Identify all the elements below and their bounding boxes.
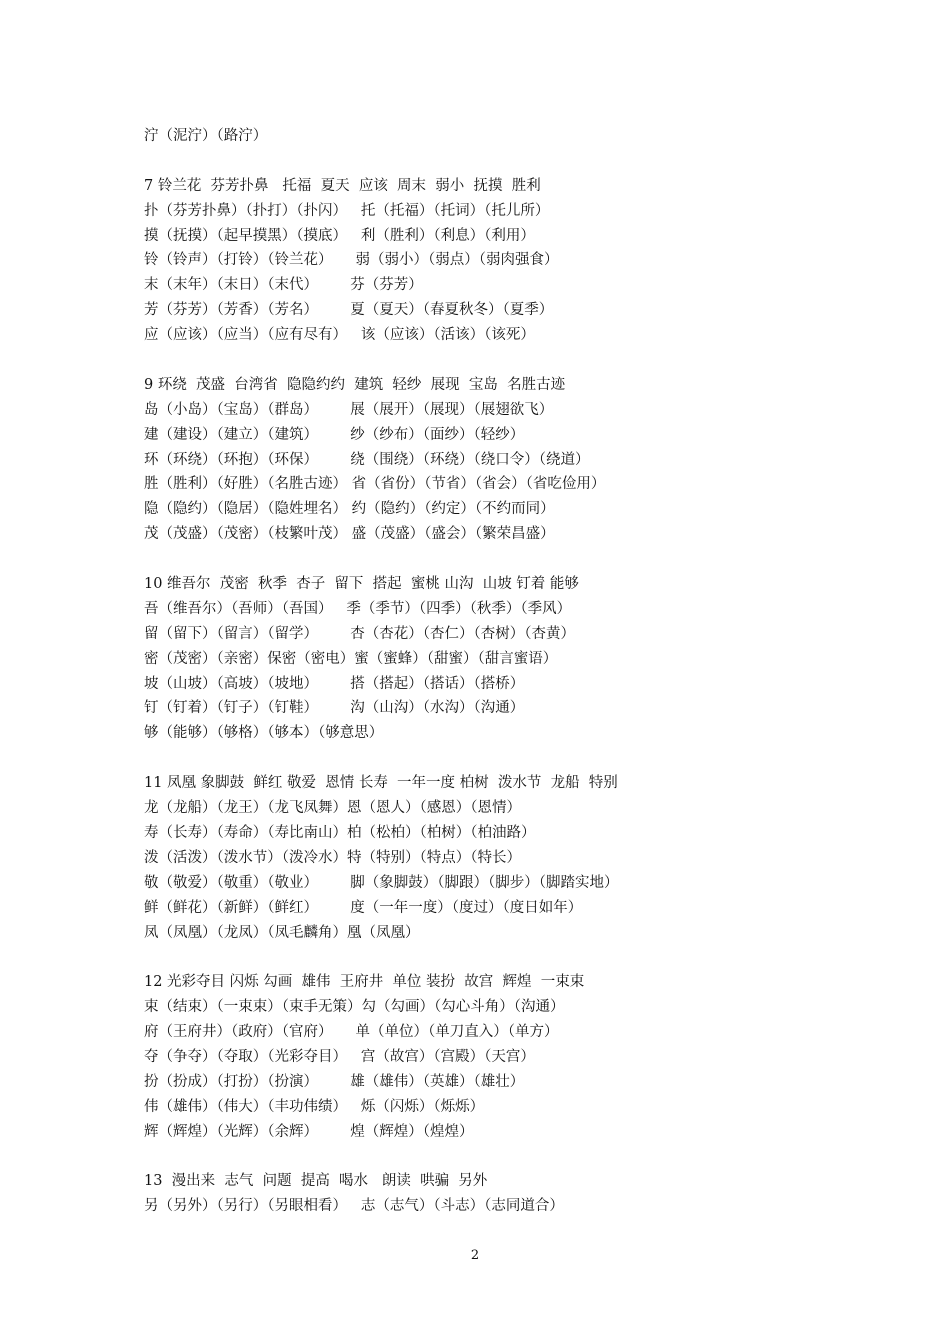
section-heading-line: 9 环绕 茂盛 台湾省 隐隐约约 建筑 轻纱 展现 宝岛 名胜古迹 [144,376,566,393]
vocab-line: 密（茂密）（亲密）保密（密电）蜜（蜜蜂）（甜蜜）（甜言蜜语） [144,650,558,667]
vocab-line: 另（另外）（另行）（另眼相看） 志（志气）（斗志）（志同道合） [144,1198,564,1215]
vocab-line: 府（王府井）（政府）（官府） 单（单位）（单刀直入）（单方） [144,1024,559,1041]
vocab-section [144,174,864,348]
vocab-section [144,771,864,945]
section-gap [144,1145,864,1170]
vocab-line: 茂（茂盛）（茂密）（枝繁叶茂） 盛（茂盛）（盛会）（繁荣昌盛） [144,526,555,543]
vocab-section [144,1169,864,1219]
vocab-line: 铃（铃声）（打铃）（铃兰花） 弱（弱小）（弱点）（弱肉强食） [144,252,559,269]
section-heading-line: 10 维吾尔 茂密 秋季 杏子 留下 搭起 蜜桃 山沟 山坡 钉着 能够 [144,576,579,593]
section-gap [144,945,864,970]
vocab-line: 龙（龙船）（龙王）（龙飞凤舞）恩（恩人）（感恩）（恩情） [144,800,521,817]
vocab-line: 夺（争夺）（夺取）（光彩夺目） 宫（故宫）（宫殿）（天宫） [144,1048,535,1065]
section-heading-line: 12 光彩夺目 闪烁 勾画 雄伟 王府井 单位 装扮 故宫 辉煌 一束束 [144,974,585,991]
vocab-line: 岛（小岛）（宝岛）（群岛） 展（展开）（展现）（展翅欲飞） [144,401,554,418]
vocab-section [144,572,864,746]
vocab-line: 寿（长寿）（寿命）（寿比南山）柏（松柏）（柏树）（柏油路） [144,824,536,841]
vocab-section [144,970,864,1144]
vocab-line: 应（应该）（应当）（应有尽有） 该（应该）（活该）（该死） [144,327,535,344]
vocab-line: 吾（维吾尔）（吾师）（吾国） 季（季节）（四季）（秋季）（季风） [144,600,572,617]
section-heading-line: 11 凤凰 象脚鼓 鲜红 敬爱 恩情 长寿 一年一度 柏树 泼水节 龙船 特别 [144,775,618,792]
vocab-line: 伟（雄伟）（伟大）（丰功伟绩） 烁（闪烁）（烁烁） [144,1098,485,1115]
vocab-line: 胜（胜利）（好胜）（名胜古迹） 省（省份）（节省）（省会）（省吃俭用） [144,476,606,493]
section-heading-line: 13 漫出来 志气 问题 提高 喝水 朗读 哄骗 另外 [144,1173,488,1190]
page-number: 2 [470,1248,480,1263]
vocab-section [144,124,864,149]
vocab-line: 够（能够）（够格）（够本）（够意思） [144,725,384,742]
document-body [144,124,864,1219]
vocab-line: 末（末年）（末日）（末代） 芬（芬芳） [144,277,423,294]
vocab-line: 泼（活泼）（泼水节）（泼冷水）特（特别）（特点）（特长） [144,849,521,866]
section-heading-line: 7 铃兰花 芬芳扑鼻 托福 夏天 应该 周末 弱小 抚摸 胜利 [144,177,541,194]
vocab-line: 扑（芬芳扑鼻）（扑打）（扑闪） 托（托福）（托词）（托儿所） [144,202,550,219]
vocab-line: 鲜（鲜花）（新鲜）（鲜红） 度（一年一度）（度过）（度日如年） [144,899,583,916]
vocab-line: 芳（芬芳）（芳香）（芳名） 夏（夏天）（春夏秋冬）（夏季） [144,302,554,319]
vocab-line: 辉（辉煌）（光辉）（余辉） 煌（辉煌）（煌煌） [144,1123,474,1140]
vocab-line: 钉（钉着）（钉子）（钉鞋） 沟（山沟）（水沟）（沟通） [144,700,525,717]
vocab-line: 环（环绕）（环抱）（环保） 绕（围绕）（环绕）（绕口令）（绕道） [144,451,590,468]
section-gap [144,746,864,771]
vocab-line: 建（建设）（建立）（建筑） 纱（纱布）（面纱）（轻纱） [144,426,525,443]
vocab-line: 扮（扮成）（打扮）（扮演） 雄（雄伟）（英雄）（雄壮） [144,1073,525,1090]
vocab-line: 束（结束）（一束束）（束手无策）勾（勾画）（勾心斗角）（沟通） [144,999,565,1016]
vocab-line: 敬（敬爱）（敬重）（敬业） 脚（象脚鼓）（脚跟）（脚步）（脚踏实地） [144,874,619,891]
vocab-line: 留（留下）（留言）（留学） 杏（杏花）（杏仁）（杏树）（杏黄） [144,625,576,642]
vocab-line: 泞（泥泞）（路泞） [144,128,268,144]
vocab-line: 坡（山坡）（高坡）（坡地） 搭（搭起）（搭话）（搭桥） [144,675,525,692]
vocab-line: 摸（抚摸）（起早摸黑）（摸底） 利（胜利）（利息）（利用） [144,227,535,244]
vocab-section [144,373,864,547]
section-gap [144,547,864,572]
vocab-line: 凤（凤凰）（龙凤）（凤毛麟角）凰（凤凰） [144,924,420,941]
vocab-line: 隐（隐约）（隐居）（隐姓埋名） 约（隐约）（约定）（不约而同） [144,501,555,518]
section-gap [144,149,864,174]
section-gap [144,348,864,373]
